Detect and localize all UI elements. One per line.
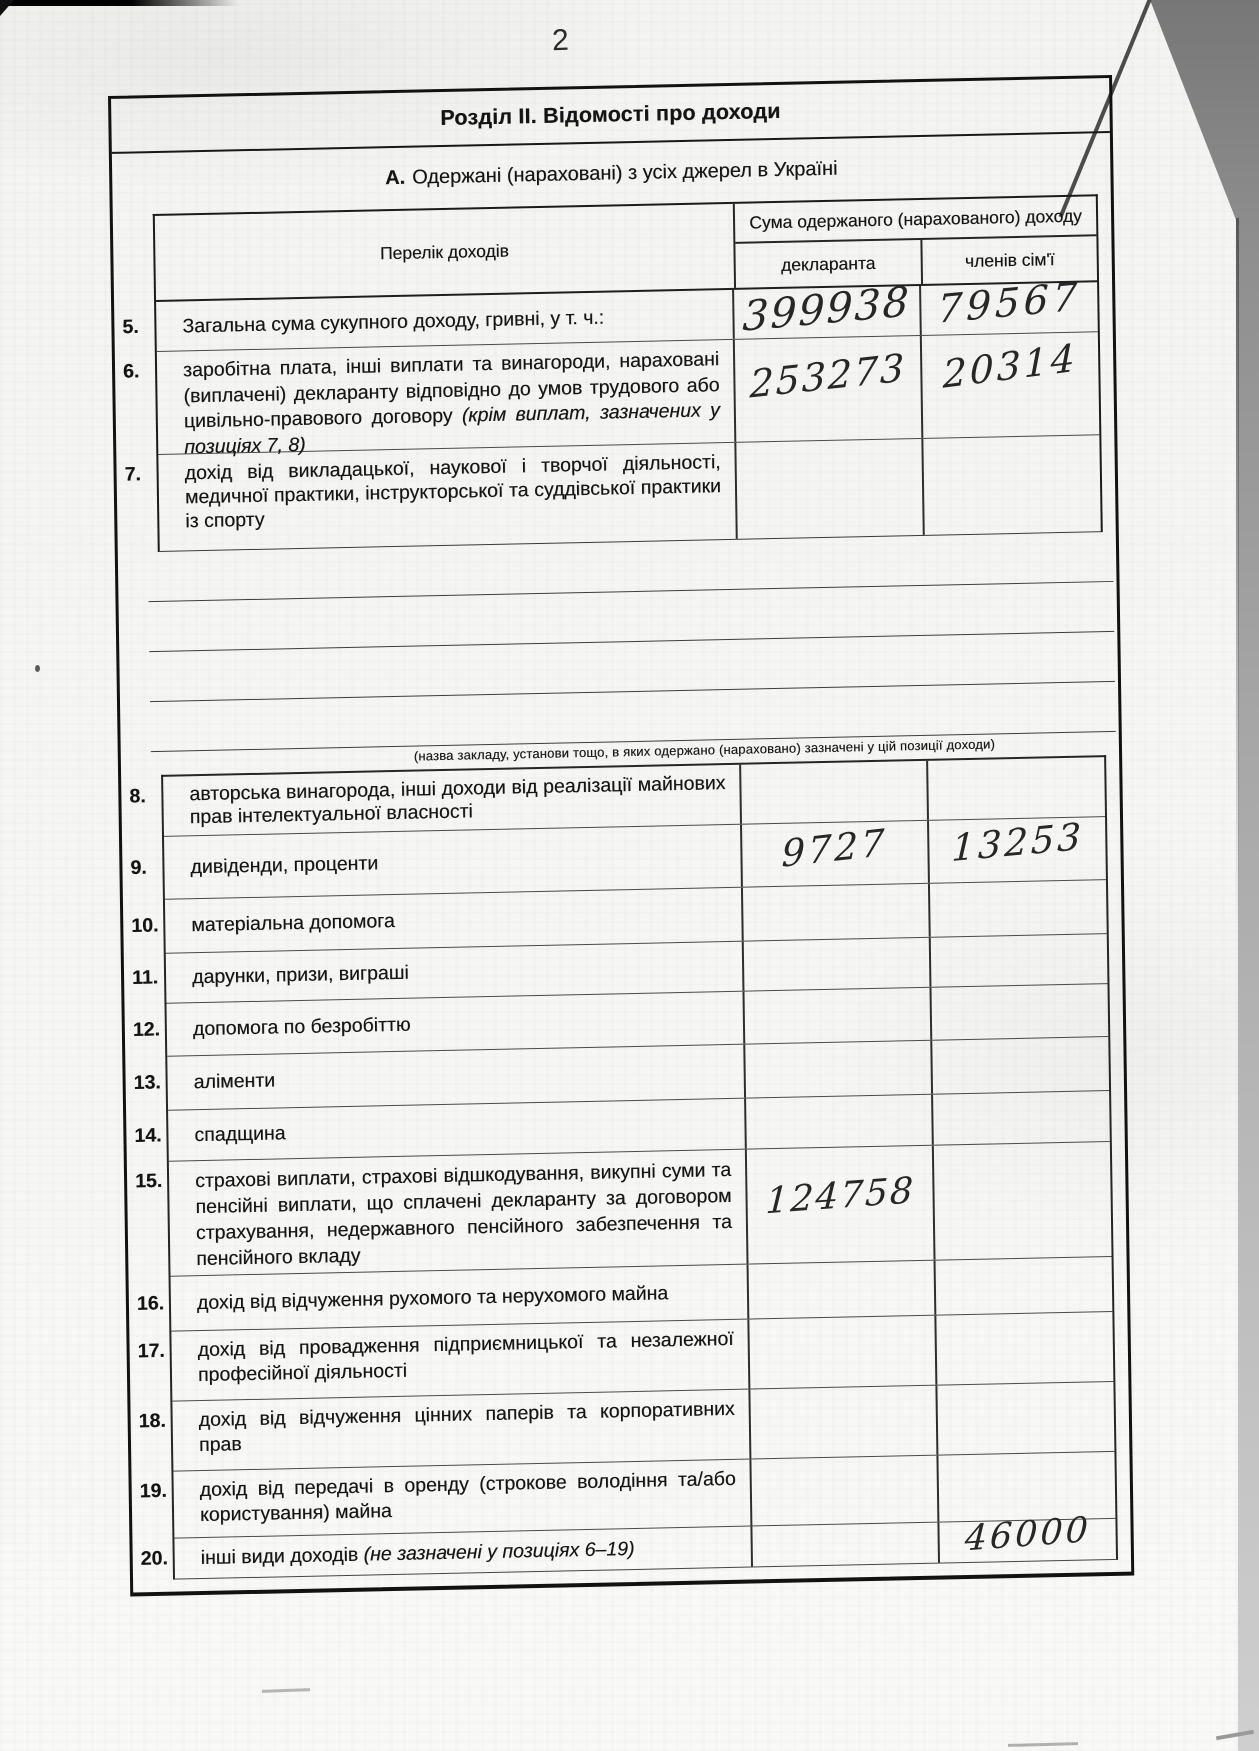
row-number: 9. (130, 856, 147, 879)
amount-family-cell (919, 274, 1098, 335)
institution-write-in-lines (148, 532, 1116, 752)
section-title: Розділ II. Відомості про доходи (111, 78, 1110, 154)
page-number: 2 (551, 23, 570, 58)
header-family-column: членів сім'ї (964, 248, 1055, 271)
amount-declarant-cell (742, 988, 930, 1044)
scan-artifact-top-strip (0, 0, 238, 6)
amount-family-cell (930, 1037, 1109, 1094)
header-declarant-column: декларанта (735, 240, 923, 288)
income-row-label: дарунки, призи, виграші (191, 962, 409, 989)
table-row (134, 1142, 1112, 1277)
row-number: 12. (132, 1018, 161, 1041)
handwritten-amount: 13253 (950, 814, 1085, 871)
income-row-label: дохід від викладацької, наукової і творчої діяльності, медичної практики, інструкторської та суддівської практики із спорту (184, 451, 722, 533)
scan-artifact-smudge (262, 1688, 310, 1693)
row-number: 6. (122, 360, 140, 383)
income-row-label: дохід від відчуження рухомого та нерухомого майна (196, 1282, 669, 1315)
amount-family-cell (921, 435, 1100, 535)
row-number: 18. (138, 1409, 166, 1433)
amount-declarant-cell (750, 1523, 938, 1567)
income-table-bottom (129, 755, 1118, 1580)
row-number: 20. (140, 1547, 168, 1570)
amount-declarant-cell (747, 1316, 935, 1389)
handwritten-amount: 253273 (749, 345, 907, 407)
row-number: 17. (137, 1339, 165, 1363)
amount-declarant-cell (739, 761, 927, 824)
income-row-label: авторська винагорода, інші доходи від реалізації майнових прав інтелектуальної власності (189, 772, 726, 829)
income-table-top (122, 194, 1103, 552)
row-number: 16. (136, 1292, 165, 1315)
amount-declarant-cell (749, 1456, 937, 1526)
row-number: 11. (131, 966, 159, 990)
handwritten-amount: 79567 (936, 274, 1082, 333)
amount-family-cell (928, 880, 1107, 937)
income-row-label: спадщина (194, 1122, 286, 1147)
income-row-label: дохід від провадження підприємницької та незалежної професійної діяльності (197, 1327, 734, 1387)
amount-family-cell (929, 934, 1108, 987)
amount-declarant-cell (748, 1386, 936, 1459)
amount-declarant-cell (732, 277, 920, 341)
header-list-of-incomes: Перелік доходів (155, 204, 736, 300)
row-number: 15. (134, 1169, 163, 1193)
amount-family-cell (926, 757, 1105, 820)
income-row-label: дохід від передачі в оренду (строкове володіння та/або користування) майна (199, 1467, 736, 1527)
amount-declarant-cell (734, 439, 922, 539)
amount-declarant-cell (742, 938, 930, 991)
declaration-form (108, 75, 1134, 1597)
amount-family-cell (934, 1257, 1113, 1315)
row-number: 19. (139, 1479, 167, 1503)
amount-family-cell (920, 332, 1100, 438)
income-row-label: матеріальна допомога (191, 910, 395, 937)
header-sum-received: Сума одержаного (нарахованого) доходу (735, 196, 1097, 244)
amount-family-cell (935, 1382, 1114, 1455)
handwritten-amount: 20314 (942, 335, 1078, 397)
amount-family-cell (931, 1091, 1110, 1145)
scan-artifact-page-edge (1147, 0, 1259, 1751)
row-number: 8. (129, 785, 146, 808)
scan-artifact-dot (35, 665, 40, 672)
amount-family-cell (932, 1142, 1112, 1260)
amount-declarant-cell (745, 1146, 934, 1264)
amount-declarant-cell (744, 1095, 932, 1149)
header-sum-group (735, 196, 1097, 288)
section-part-letter: А. (384, 166, 406, 190)
amount-family-cell (929, 984, 1108, 1040)
amount-declarant-cell (733, 336, 922, 442)
table-row (122, 332, 1100, 458)
institution-caption: (назва закладу, установи тощо, в яких одержано (нараховано) зазначені у цій позиції доходи) (413, 736, 996, 764)
amount-declarant-cell (741, 884, 929, 941)
scan-artifact-edge-line (1236, 218, 1239, 1168)
income-row-label: заробітна плата, інші виплати та винагороди, нараховані (виплачені) декларанту відповідно до умов трудового або цивільно-правового договору (крім виплат, зазначених у позиціях 7, 8) (182, 348, 721, 458)
amount-family-cell (937, 1509, 1116, 1563)
amount-family-cell (927, 814, 1106, 883)
scan-artifact-corner-blob (0, 0, 14, 16)
section-part-title: Одержані (нараховані) з усіх джерел в Україні (411, 157, 838, 189)
amount-declarant-cell (747, 1261, 935, 1319)
income-row-label: Загальна сума сукупного доходу, гривні, у т. ч.: (182, 306, 605, 337)
income-row-label: допомога по безробіттю (192, 1013, 411, 1041)
income-row-label: аліменти (193, 1069, 276, 1094)
row-number: 14. (134, 1124, 162, 1147)
row-number: 7. (124, 463, 142, 486)
amount-declarant-cell (743, 1041, 931, 1098)
row-number: 13. (133, 1071, 161, 1095)
income-row-label: дивіденди, проценти (190, 852, 379, 879)
amount-family-cell (934, 1312, 1113, 1385)
handwritten-amount: 46000 (963, 1509, 1092, 1560)
income-row-label: інші види доходів (не зазначені у позиціях 6–19) (200, 1537, 635, 1569)
table-row (124, 435, 1100, 551)
scan-artifact-smudge (1008, 1742, 1078, 1746)
handwritten-amount: 399938 (742, 277, 912, 341)
row-number: 10. (131, 914, 159, 938)
income-row-label: дохід від відчуження цінних паперів та корпоративних прав (198, 1397, 735, 1457)
handwritten-amount: 9727 (781, 820, 889, 876)
income-row-label: страхові виплати, страхові відшкодування, викупні суми та пенсійні виплати, що сплачені декларанту за договором страхування, недержавного пенсійного забезпечення та пенсійного вкладу (194, 1158, 733, 1271)
handwritten-amount: 124758 (764, 1169, 916, 1223)
amount-declarant-cell (740, 821, 928, 887)
row-number: 5. (122, 315, 139, 338)
